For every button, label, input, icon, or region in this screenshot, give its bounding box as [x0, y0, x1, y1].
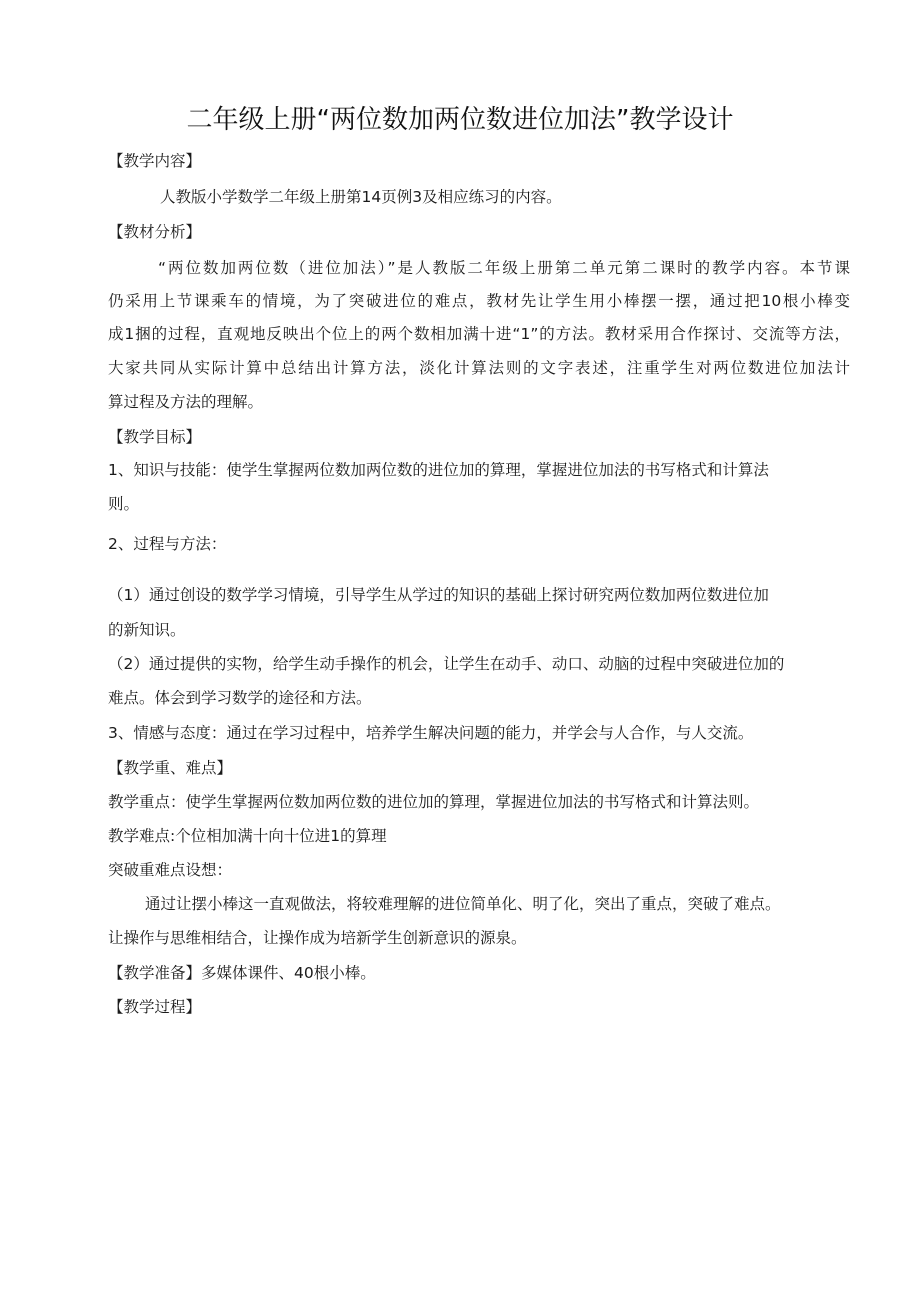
analysis-line-1: “两位数加两位数（进位加法）”是人教版二年级上册第二单元第二课时的教学内容。本节课 — [158, 259, 850, 277]
difficulty-text: 教学难点:个位相加满十向十位进1的算理 — [108, 827, 387, 845]
key-point-text: 教学重点：使学生掌握两位数加两位数的进位加的算理，掌握进位加法的书写格式和计算法则。 — [108, 793, 760, 811]
section-heading-analysis: 【教材分析】 — [108, 223, 202, 241]
section-heading-content: 【教学内容】 — [108, 152, 202, 170]
goal1-line-1: 1、知识与技能：使学生掌握两位数加两位数的进位加的算理，掌握进位加法的书写格式和计算法 — [108, 461, 769, 479]
section-heading-process: 【教学过程】 — [108, 998, 202, 1016]
section-heading-key: 【教学重、难点】 — [108, 759, 233, 777]
goal2-1-line-1: （1）通过创设的数学学习情境，引导学生从学过的知识的基础上探讨研究两位数加两位数进位加 — [108, 586, 769, 604]
breakthrough-line-1: 通过让摆小棒这一直观做法，将较难理解的进位简单化、明了化，突出了重点，突破了难点。 — [145, 895, 781, 913]
prep-text: 【教学准备】多媒体课件、40根小棒。 — [108, 964, 376, 982]
breakthrough-heading: 突破重难点设想： — [108, 861, 233, 879]
goal2-1-line-2: 的新知识。 — [108, 621, 186, 639]
analysis-line-3: 成1捆的过程，直观地反映出个位上的两个数相加满十进“1”的方法。教材采用合作探讨、交流等方法， — [108, 325, 850, 343]
breakthrough-line-2: 让操作与思维相结合，让操作成为培新学生创新意识的源泉。 — [108, 929, 527, 947]
goal2-2-line-1: （2）通过提供的实物，给学生动手操作的机会，让学生在动手、动口、动脑的过程中突破进位加的 — [108, 655, 785, 673]
analysis-line-2: 仍采用上节课乘车的情境，为了突破进位的难点，教材先让学生用小棒摆一摆，通过把10根小棒变 — [108, 292, 850, 310]
content-text: 人教版小学数学二年级上册第14页例3及相应练习的内容。 — [160, 188, 562, 206]
analysis-line-4: 大家共同从实际计算中总结出计算方法，淡化计算法则的文字表述，注重学生对两位数进位加法计 — [108, 359, 850, 377]
goal2-heading: 2、过程与方法： — [108, 535, 227, 553]
section-heading-goals: 【教学目标】 — [108, 428, 202, 446]
document-title: 二年级上册“两位数加两位数进位加法”教学设计 — [186, 105, 734, 135]
goal2-2-line-2: 难点。体会到学习数学的途径和方法。 — [108, 689, 372, 707]
goal3-text: 3、情感与态度：通过在学习过程中，培养学生解决问题的能力，并学会与人合作，与人交流。 — [108, 724, 754, 742]
goal1-line-2: 则。 — [108, 495, 140, 513]
analysis-line-5: 算过程及方法的理解。 — [108, 393, 264, 411]
